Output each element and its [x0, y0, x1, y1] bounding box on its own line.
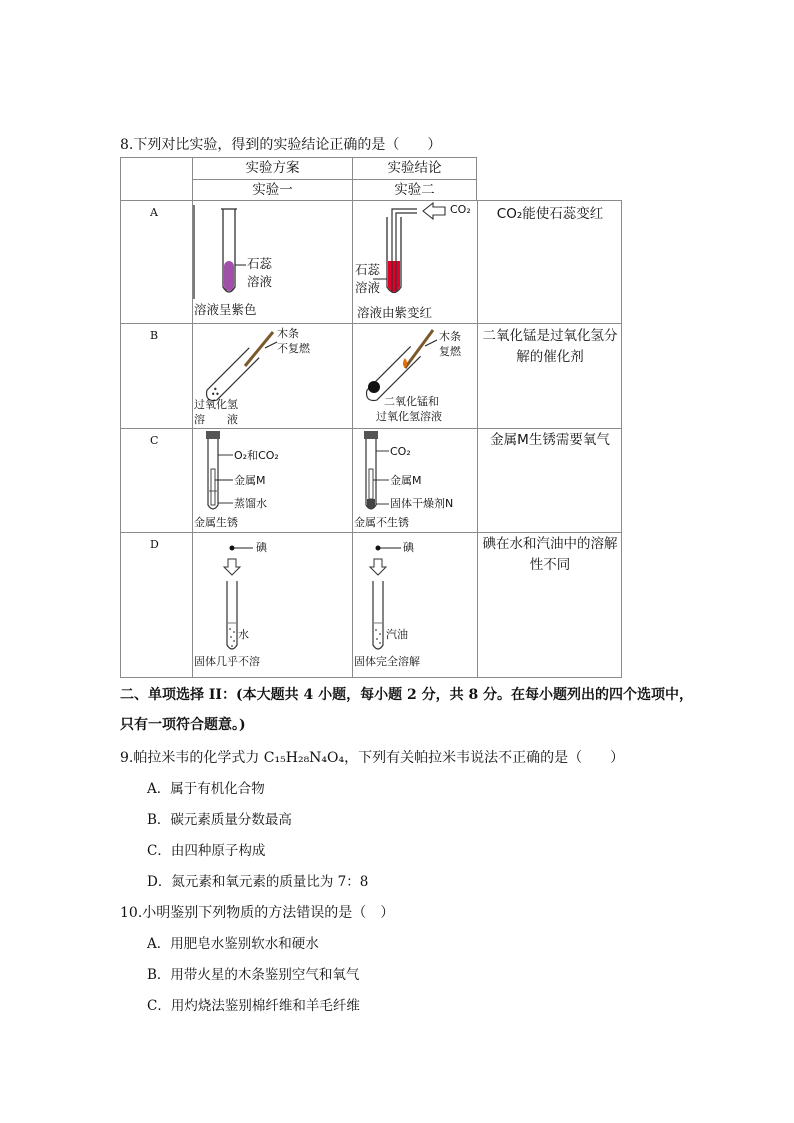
- caption-b-exp1-line1: 过氧化氢: [194, 398, 238, 411]
- caption-b-exp2-line2: 过氧化氢溶液: [376, 410, 442, 423]
- caption-b-exp1-line2: 溶 液: [194, 413, 238, 426]
- question-10-stem: 10.小明鉴别下列物质的方法错误的是（ ）: [120, 905, 395, 921]
- caption-c-exp2: 金属不生锈: [354, 516, 409, 529]
- q10-option-b[interactable]: B．用带火星的木条鉴别空气和氧气: [147, 967, 360, 983]
- label-litmus-1: 石蕊: [247, 256, 273, 271]
- label-splint-2: 不复燃: [277, 342, 310, 355]
- q10-option-a[interactable]: A．用肥皂水鉴别软水和硬水: [147, 936, 319, 952]
- drying-agent: [367, 499, 375, 509]
- bubble: [214, 387, 217, 390]
- particle: [233, 640, 235, 642]
- particle: [375, 629, 377, 631]
- label-splint-1: 木条: [439, 330, 461, 343]
- bubble: [216, 392, 219, 395]
- test-tube: [208, 439, 218, 509]
- label-iodine: 碘: [256, 541, 267, 554]
- q10-option-c[interactable]: C．用灼烧法鉴别棉纤维和羊毛纤维: [147, 998, 360, 1014]
- q9-option-a[interactable]: A．属于有机化合物: [147, 781, 265, 797]
- question-9-stem: 9.帕拉米韦的化学式力 C₁₅H₂₈N₄O₄，下列有关帕拉米韦说法不正确的是（ ）: [120, 750, 625, 766]
- pointer-line: [265, 342, 277, 348]
- row-label-d: D: [150, 538, 159, 551]
- caption-a-exp1: 溶液呈紫色: [194, 302, 257, 317]
- label-drying-agent: 固体干燥剂N: [390, 497, 454, 510]
- particle: [379, 633, 381, 635]
- table-line: [120, 157, 121, 201]
- test-tube: [227, 581, 237, 649]
- particle: [230, 636, 232, 638]
- label-co2-a: CO₂: [450, 203, 471, 216]
- metal-strip: [369, 469, 373, 499]
- conclusion-b: 二氧化锰是过氧化氢分解的催化剂: [482, 328, 618, 365]
- row-label-a: A: [150, 206, 158, 219]
- stopper: [206, 431, 220, 439]
- label-metal-m: 金属M: [390, 474, 422, 487]
- conclusion-a: CO₂能使石蕊变红: [496, 206, 604, 222]
- label-splint-2: 复燃: [439, 345, 461, 358]
- caption-a-exp2: 溶液由紫变红: [357, 305, 433, 320]
- caption-b-exp2-line1: 二氧化锰和: [384, 395, 439, 408]
- table-line: [477, 200, 478, 678]
- caption-d-exp1: 固体几乎不溶: [194, 655, 260, 668]
- label-water: 水: [238, 628, 249, 641]
- table-line: [476, 157, 477, 201]
- gas-arrow-icon: [423, 203, 445, 219]
- conclusion-c: 金属M生锈需要氧气: [490, 432, 610, 448]
- bubble: [212, 392, 215, 395]
- row-label-b: B: [150, 329, 159, 342]
- down-arrow-icon: [224, 559, 240, 575]
- label-litmus-2: 溶液: [247, 274, 273, 289]
- q9-option-c[interactable]: C．由四种原子构成: [147, 843, 266, 859]
- header-plan: 实验方案: [245, 160, 300, 176]
- table-line: [621, 200, 622, 678]
- iodine-particle: [230, 546, 235, 551]
- header-exp2: 实验二: [394, 182, 435, 198]
- label-distilled-water: 蒸馏水: [234, 497, 267, 510]
- down-arrow-icon: [370, 559, 386, 575]
- header-conclusion: 实验结论: [387, 160, 442, 176]
- test-tube: [366, 439, 376, 509]
- iodine-particle: [376, 546, 381, 551]
- header-exp1: 实验一: [252, 182, 293, 198]
- label-splint-1: 木条: [277, 327, 299, 340]
- particle: [233, 631, 235, 633]
- label-litmus-1: 石蕊: [355, 262, 381, 277]
- label-gasoline: 汽油: [386, 628, 408, 641]
- metal-strip: [211, 469, 215, 505]
- wooden-splint: [405, 330, 433, 368]
- conclusion-d: 碘在水和汽油中的溶解性不同: [482, 536, 618, 573]
- wooden-splint: [245, 332, 273, 366]
- particle: [231, 645, 233, 647]
- test-tube: [373, 581, 383, 649]
- row-label-c: C: [150, 434, 159, 447]
- label-gases: O₂和CO₂: [234, 449, 279, 462]
- question-8-stem: 8.下列对比实验，得到的实验结论正确的是（ ）: [120, 137, 442, 153]
- label-litmus-2: 溶液: [355, 280, 381, 295]
- label-co2-c: CO₂: [390, 445, 411, 458]
- caption-d-exp2: 固体完全溶解: [354, 655, 420, 668]
- particle: [229, 628, 231, 630]
- table-line: [120, 200, 121, 678]
- stopper: [364, 431, 378, 439]
- manganese-dioxide: [368, 381, 380, 393]
- section-2-heading: 二、单项选择 II：(本大题共 4 小题，每小题 2 分，共 8 分。在每小题列出的四个选项中，只有一项符合题意。): [120, 687, 694, 733]
- particle: [379, 642, 381, 644]
- table-line: [120, 677, 622, 678]
- label-iodine: 碘: [403, 541, 414, 554]
- purple-litmus: [224, 261, 234, 291]
- particle: [376, 638, 378, 640]
- red-litmus: [388, 261, 400, 292]
- q9-option-d[interactable]: D．氮元素和氧元素的质量比为 7：8: [147, 874, 369, 890]
- test-tube: [207, 348, 259, 400]
- label-metal-m: 金属M: [234, 474, 266, 487]
- caption-c-exp1: 金属生锈: [194, 516, 238, 529]
- q9-option-b[interactable]: B．碳元素质量分数最高: [147, 812, 292, 828]
